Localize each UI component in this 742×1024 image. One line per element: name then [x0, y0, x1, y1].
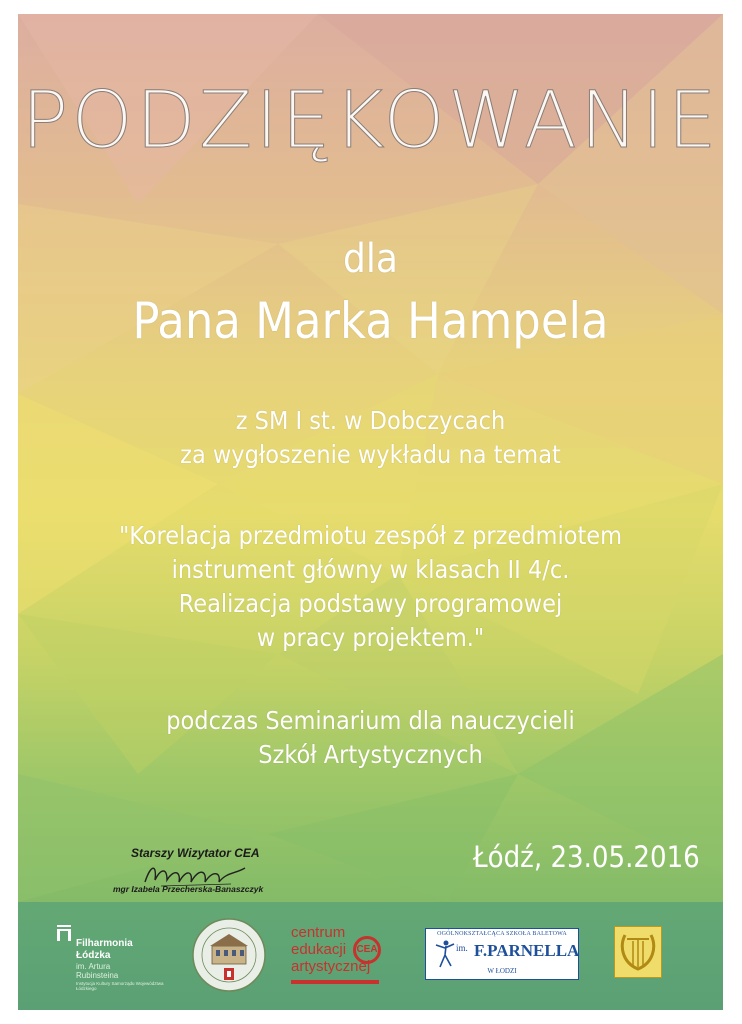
- parnell-im: im.: [456, 943, 468, 953]
- school-seal-icon: [190, 916, 268, 994]
- topic-line-3: Realizacja podstawy programowej: [178, 589, 563, 618]
- filharmonia-line-5: Instytucja Kultury Samorządu Województwa Łódzkiego: [76, 981, 164, 991]
- parnell-top: OGÓLNOKSZTAŁCĄCA SZKOŁA BALETOWA: [437, 931, 567, 937]
- cea-mark: CEA: [353, 936, 381, 964]
- cea-line-3: artystycznej: [291, 958, 371, 975]
- filharmonia-logo: [56, 924, 166, 991]
- reason-line: za wygłoszenie wykładu na temat: [180, 440, 561, 469]
- signatory-name: mgr Izabela Przecherska-Banaszczyk: [113, 884, 264, 894]
- parnell-school-logo: [425, 928, 579, 980]
- for-word: dla: [343, 236, 398, 282]
- filharmonia-line-1: Filharmonia: [76, 938, 133, 949]
- event-line-1: podczas Seminarium dla nauczycieli: [166, 706, 575, 735]
- filharmonia-icon: [56, 924, 72, 942]
- lyre-logo-icon: [614, 926, 662, 978]
- filharmonia-line-4: Rubinsteina: [76, 971, 119, 980]
- cea-logo: [291, 924, 381, 990]
- topic-line-1: "Korelacja przedmiotu zespół z przedmiotem: [118, 521, 623, 550]
- cea-line-2: edukacji: [291, 941, 347, 958]
- ballet-dancer-icon: [434, 939, 456, 969]
- filharmonia-line-2: Łódzka: [76, 950, 111, 961]
- certificate: [18, 14, 723, 1010]
- topic-line-4: w pracy projektem.": [256, 623, 485, 652]
- topic-line-2: instrument główny w klasach II 4/c.: [171, 555, 570, 584]
- cea-line-1: centrum: [291, 924, 346, 941]
- cea-underline: [291, 980, 379, 984]
- event-line-2: Szkół Artystycznych: [258, 740, 483, 769]
- parnell-bottom: W ŁODZI: [487, 967, 517, 975]
- certificate-title: PODZIĘKOWANIE: [21, 76, 720, 166]
- parnell-name: F.PARNELLA: [474, 941, 580, 960]
- recipient-name: Pana Marka Hampela: [132, 292, 609, 350]
- sponsor-footer: [18, 902, 723, 1010]
- school-line: z SM I st. w Dobczycach: [235, 406, 506, 435]
- signature-role: Starszy Wizytator CEA: [131, 846, 260, 860]
- filharmonia-line-3: im. Artura: [76, 962, 111, 971]
- place-date: Łódź, 23.05.2016: [473, 840, 700, 874]
